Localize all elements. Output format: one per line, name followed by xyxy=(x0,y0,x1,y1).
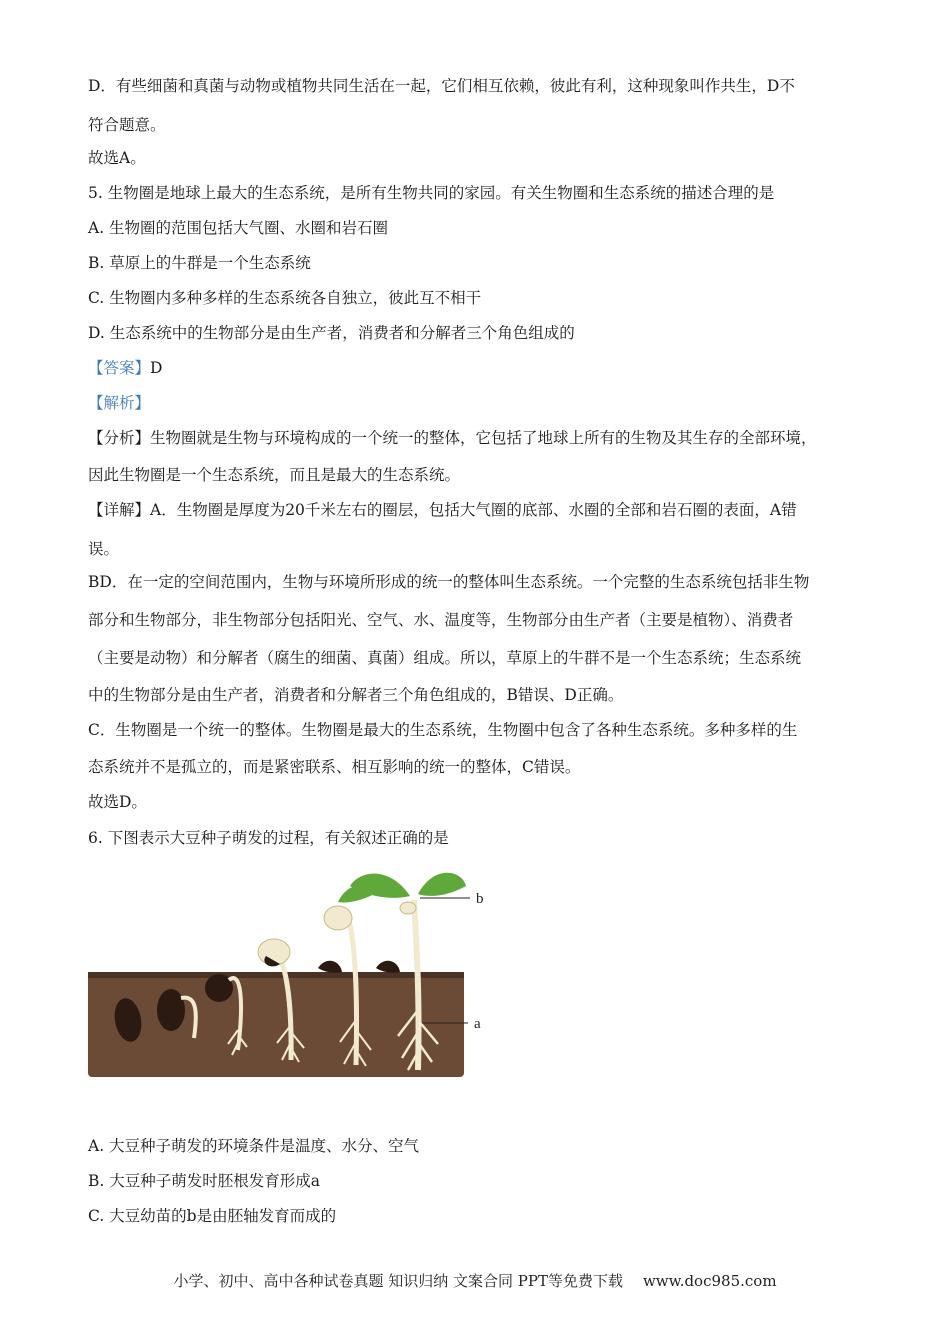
text-line: 部分和生物部分，非生物部分包括阳光、空气、水、温度等，生物部分由生产者（主要是植物）、消费者 xyxy=(88,611,794,629)
text-line: 态系统并不是孤立的，而是紧密联系、相互影响的统一的整体，C错误。 xyxy=(88,758,581,776)
text-line: 中的生物部分是由生产者，消费者和分解者三个角色组成的，B错误、D正确。 xyxy=(88,686,624,704)
seed xyxy=(157,989,185,1031)
text-line: D．有些细菌和真菌与动物或植物共同生活在一起，它们相互依赖，彼此有利，这种现象叫作共生，D不 xyxy=(88,77,795,95)
option-d: D. 生态系统中的生物部分是由生产者，消费者和分解者三个角色组成的 xyxy=(88,324,575,342)
text-line: （主要是动物）和分解者（腐生的细菌、真菌）组成。所以，草原上的牛群不是一个生态系统；生态系统 xyxy=(88,649,802,667)
text-line: 误。 xyxy=(88,540,120,558)
footer-text: 小学、初中、高中各种试卷真题 知识归纳 文案合同 PPT等免费下载 xyxy=(173,1272,623,1290)
text-line: 【分析】生物圈就是生物与环境构成的一个统一的整体，它包括了地球上所有的生物及其生存的全部环境， xyxy=(88,429,817,447)
soybean-germination-figure xyxy=(86,860,506,1085)
option-a: A. 大豆种子萌发的环境条件是温度、水分、空气 xyxy=(88,1137,420,1155)
label-a: a xyxy=(474,1016,481,1032)
option-c: C. 生物圈内多种多样的生态系统各自独立，彼此互不相干 xyxy=(88,289,482,307)
option-b: B. 草原上的牛群是一个生态系统 xyxy=(88,254,311,272)
question-6: 6. 下图表示大豆种子萌发的过程，有关叙述正确的是 xyxy=(88,829,449,847)
option-c: C. 大豆幼苗的b是由胚轴发育而成的 xyxy=(88,1207,337,1225)
analysis-tag: 【解析】 xyxy=(88,394,151,412)
answer-line xyxy=(88,358,162,378)
option-a: A. 生物圈的范围包括大气圈、水圈和岩石圈 xyxy=(88,219,389,237)
answer-tag: 【答案】 xyxy=(88,359,151,377)
text-line: 故选A。 xyxy=(88,149,146,167)
footer-url[interactable]: www.doc985.com xyxy=(642,1272,777,1290)
text-line: C．生物圈是一个统一的整体。生物圈是最大的生态系统，生物圈中包含了各种生态系统。多种多样的生 xyxy=(88,721,798,739)
text-line: 故选D。 xyxy=(88,793,147,811)
leaf xyxy=(418,873,466,896)
text-line: 【详解】A．生物圈是厚度为20千米左右的圈层，包括大气圈的底部、水圈的全部和岩石圈的表面，A错 xyxy=(88,501,797,519)
text-line: 符合题意。 xyxy=(88,116,166,134)
text-line: 因此生物圈是一个生态系统，而且是最大的生态系统。 xyxy=(88,466,461,484)
page-footer xyxy=(0,1270,950,1291)
answer-value: D xyxy=(150,359,163,377)
label-b: b xyxy=(476,891,484,907)
text-line: BD．在一定的空间范围内，生物与环境所形成的统一的整体叫生态系统。一个完整的生态系统包括非生物 xyxy=(88,573,810,591)
question-5: 5. 生物圈是地球上最大的生态系统，是所有生物共同的家园。有关生物圈和生态系统的描述合理的是 xyxy=(88,184,775,202)
option-b: B. 大豆种子萌发时胚根发育形成a xyxy=(88,1172,320,1190)
